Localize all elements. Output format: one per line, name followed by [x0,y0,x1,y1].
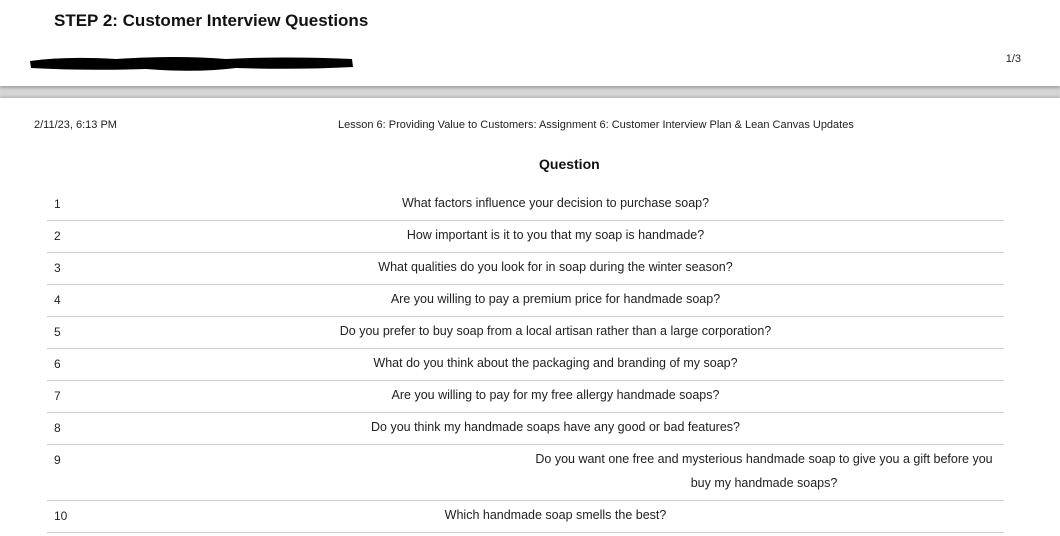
print-timestamp: 2/11/23, 6:13 PM [34,119,117,131]
row-number: 2 [54,229,61,243]
table-row [47,501,1004,533]
question-text: Are you willing to pay for my free allergy handmade soaps? [391,388,720,402]
questions-table [47,189,1004,533]
question-text: Are you willing to pay a premium price for handmade soap? [390,292,721,306]
row-number: 9 [54,453,61,467]
row-number: 4 [54,293,61,307]
page-header-sheet [0,0,1060,86]
document-page [0,98,1060,536]
page-counter: 1/3 [1005,53,1021,65]
question-text: What factors influence your decision to purchase soap? [401,196,710,210]
document-title: STEP 2: Customer Interview Questions [54,11,369,30]
question-text-wrapped: Do you want one free and mysterious handmade soap to give you a gift before you buy my handmade soaps? [535,452,993,490]
question-text: What qualities do you look for in soap during the winter season? [378,260,733,274]
question-text: Do you think my handmade soaps have any good or bad features? [371,420,740,434]
lesson-title: Lesson 6: Providing Value to Customers: Assignment 6: Customer Interview Plan & Lean Canvas Updates [338,119,854,131]
question-text [107,440,1004,500]
row-number: 6 [54,357,61,371]
question-text: What do you think about the packaging and branding of my soap? [373,356,738,370]
question-text: How important is it to you that my soap is handmade? [406,228,705,242]
row-number: 3 [54,261,61,275]
row-number: 7 [54,389,61,403]
row-number: 1 [54,197,61,211]
table-row [47,445,1004,501]
question-text: Do you prefer to buy soap from a local artisan rather than a large corporation? [339,324,772,338]
row-number: 8 [54,421,61,435]
row-number: 10 [54,509,68,523]
redaction-mark [26,53,354,73]
question-text: Which handmade soap smells the best? [444,508,667,522]
row-number: 5 [54,325,61,339]
question-column-header: Question [539,156,600,172]
